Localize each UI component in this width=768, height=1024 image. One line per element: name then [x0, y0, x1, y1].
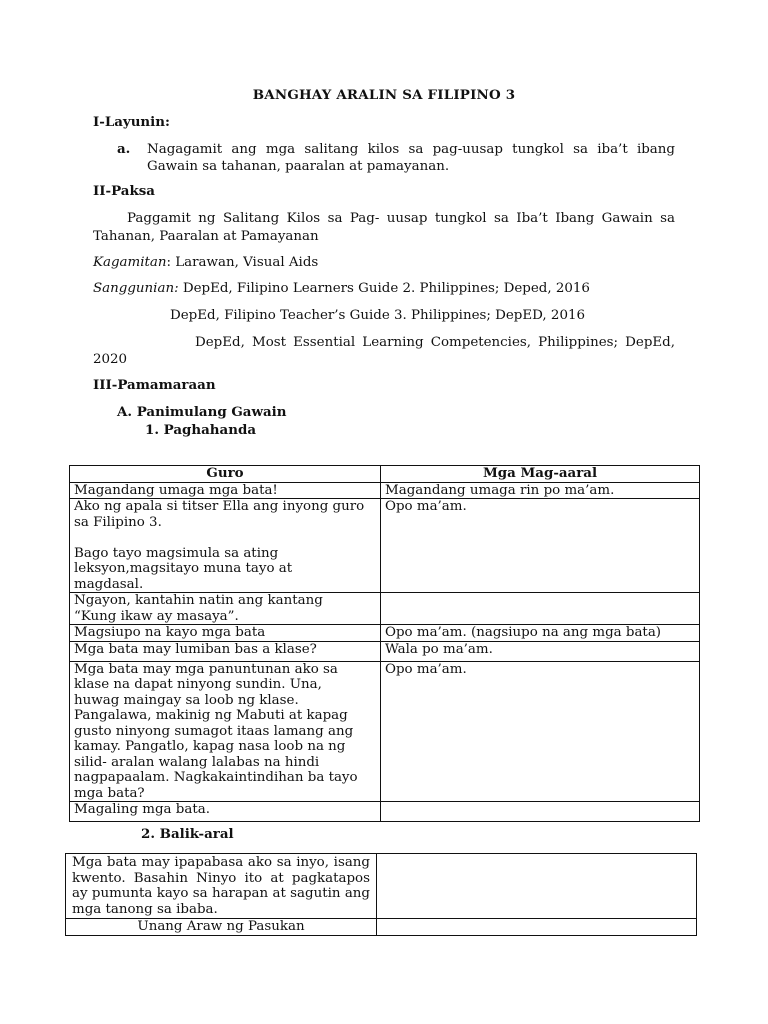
kagamitan-line: [93, 254, 318, 272]
section-heading-layunin: I-Layunin:: [93, 114, 170, 130]
student-cell: Opo ma’am.: [381, 499, 700, 593]
table-row: [70, 661, 700, 802]
teacher-cell: Magsiupo na kayo mga bata: [70, 625, 381, 642]
objective-label: a.: [117, 141, 131, 157]
teacher-cell: Mga bata may mga panuntunan ako sa klase na dapat ninyong sundin. Una, huwag maingay sa loob ng klase. Pangalawa, makinig ng Mabuti at kapag gusto ninyong sumagot itaas lamang ang kamay. Pangatlo, kapag nasa loob na ng silid- aralan walang lalabas na hindi nagpapaalam. Nagkakaintindihan ba tayo mga bata?: [70, 661, 381, 802]
paghahanda-table: [69, 465, 700, 822]
table-header-row: [70, 466, 700, 483]
section-heading-pamamaraan: III-Pamamaraan: [93, 377, 216, 393]
sanggunian-label: Sanggunian:: [93, 281, 179, 296]
step-balik-aral: 2. Balik-aral: [141, 826, 234, 842]
table-row: [70, 593, 700, 625]
teacher-cell: Magandang umaga mga bata!: [70, 482, 381, 499]
table-row: [66, 919, 697, 936]
student-cell: Opo ma’am.: [381, 661, 700, 802]
sanggunian-ref-2: DepEd, Filipino Teacher’s Guide 3. Philippines; DepED, 2016: [170, 308, 586, 323]
table-row: [70, 499, 700, 593]
balik-aral-table: [65, 853, 697, 936]
sanggunian-line-1: [93, 280, 590, 298]
story-title-cell: Unang Araw ng Pasukan: [66, 919, 377, 936]
teacher-cell: Mga bata may ipapabasa ako sa inyo, isang kwento. Basahin Ninyo ito at pagkatapos ay pumunta kayo sa harapan at sagutin ang mga tanong sa ibaba.: [66, 854, 377, 919]
student-cell: Wala po ma’am.: [381, 641, 700, 661]
objective-text: Nagagamit ang mga salitang kilos sa pag-uusap tungkol sa iba’t ibang Gawain sa tahanan, paaralan at pamayanan.: [147, 142, 675, 174]
section-heading-paksa: II-Paksa: [93, 183, 155, 199]
student-cell: [377, 919, 697, 936]
table-row: [70, 802, 700, 822]
student-cell: [381, 802, 700, 822]
kagamitan-label: Kagamitan: [93, 255, 167, 270]
step-paghahanda: 1. Paghahanda: [145, 422, 256, 438]
student-cell: Opo ma’am. (nagsiupo na ang mga bata): [381, 625, 700, 642]
sanggunian-ref-1: DepEd, Filipino Learners Guide 2. Philippines; Deped, 2016: [178, 281, 590, 296]
column-header-mag-aaral: Mga Mag-aaral: [381, 466, 700, 483]
teacher-cell: Ako ng apala si titser Ella ang inyong guro sa Filipino 3. Bago tayo magsimula sa ating leksyon,magsitayo muna tayo at magdasal.: [70, 499, 381, 593]
student-cell: [377, 854, 697, 919]
student-cell: [381, 593, 700, 625]
table-row: [66, 854, 697, 919]
document-title: BANGHAY ARALIN SA FILIPINO 3: [252, 87, 516, 103]
teacher-cell: Mga bata may lumiban bas a klase?: [70, 641, 381, 661]
sanggunian-ref-3: DepEd, Most Essential Learning Competencies, Philippines; DepEd,: [195, 335, 675, 350]
student-cell: Magandang umaga rin po ma’am.: [381, 482, 700, 499]
table-row: [70, 641, 700, 661]
kagamitan-value: : Larawan, Visual Aids: [166, 255, 319, 270]
teacher-cell: Ngayon, kantahin natin ang kantang “Kung ikaw ay masaya”.: [70, 593, 381, 625]
subsection-panimulang-gawain: A. Panimulang Gawain: [117, 404, 287, 420]
sanggunian-ref-3-year: 2020: [93, 352, 128, 367]
table-row: [70, 625, 700, 642]
table-row: [70, 482, 700, 499]
teacher-cell: Magaling mga bata.: [70, 802, 381, 822]
paksa-text: Paggamit ng Salitang Kilos sa Pag- uusap tungkol sa Iba’t Ibang Gawain sa Tahanan, Paaralan at Pamayanan: [93, 211, 675, 244]
column-header-guro: Guro: [70, 466, 381, 483]
